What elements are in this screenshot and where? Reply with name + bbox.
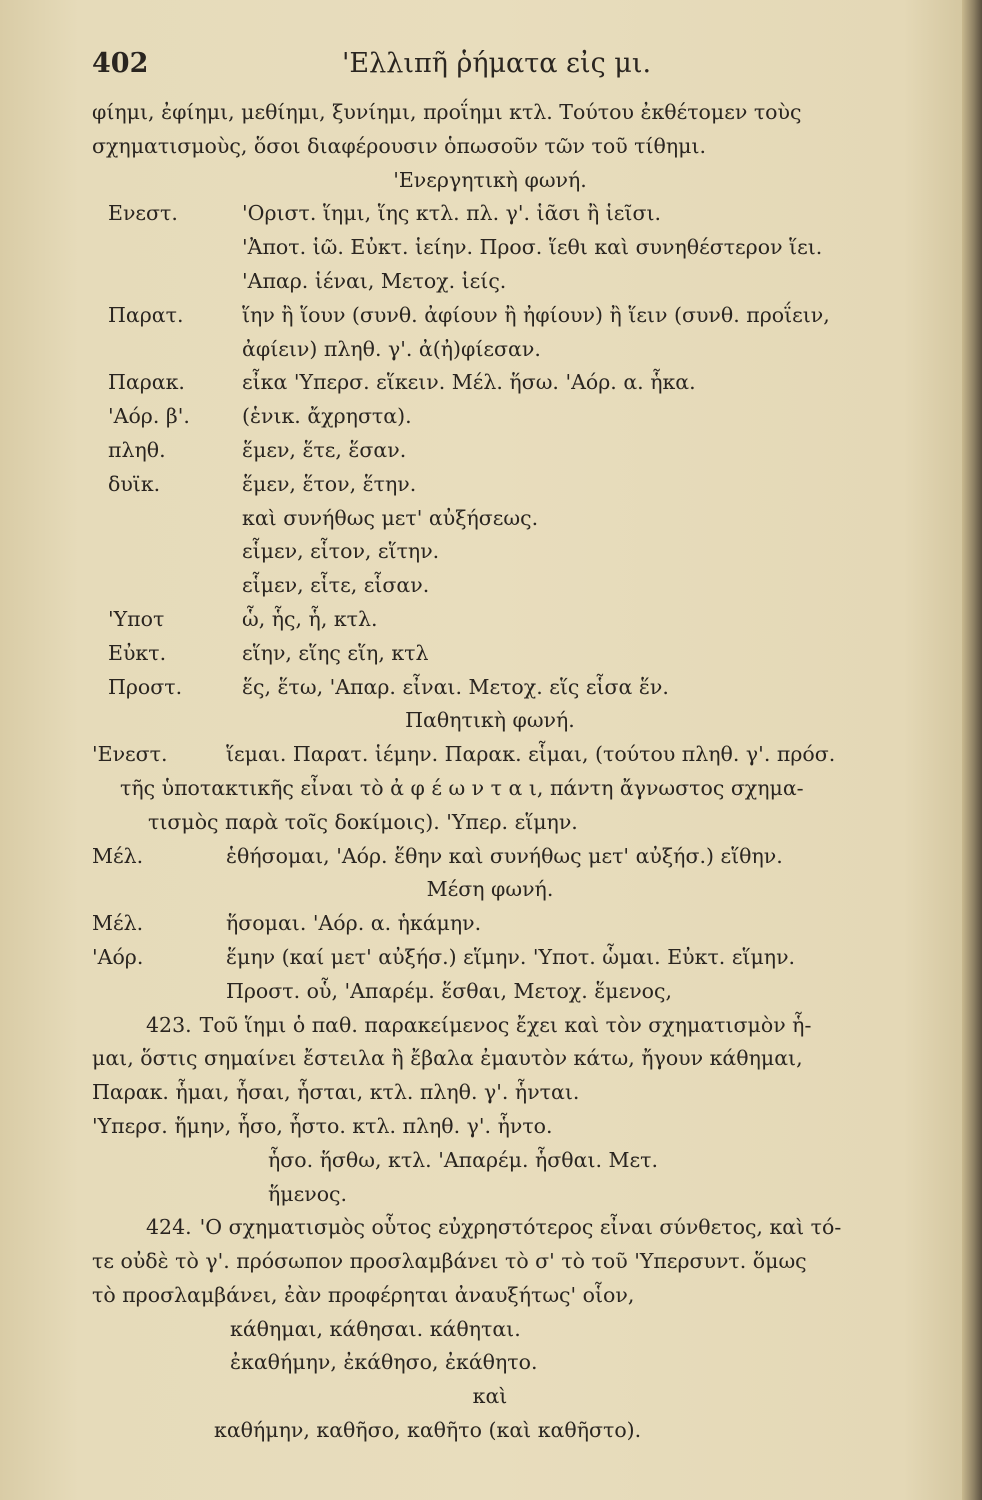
text-line: [0, 130, 962, 164]
text-line: [0, 265, 962, 299]
line-label: Εὐκτ.: [108, 640, 167, 665]
line-label: 'Υποτ: [108, 606, 165, 631]
text-line: [0, 299, 962, 333]
text-line: [0, 333, 962, 367]
text-line: [0, 671, 962, 705]
line-label: πληθ.: [108, 437, 166, 462]
text-line: [0, 738, 962, 772]
line-label: 'Ενεστ.: [92, 742, 168, 767]
text-line: [0, 941, 962, 975]
line-text: τῆς ὑποτακτικῆς εἶναι τὸ ἀ φ έ ω ν τ α ι, πάντη ἄγνωστος σχημα-: [120, 775, 804, 800]
page-header: [92, 44, 892, 94]
text-line: [0, 907, 962, 941]
text-line: [0, 569, 962, 603]
section-heading: 'Ενεργητικὴ φωνή.: [393, 167, 587, 192]
text-line: [0, 96, 962, 130]
line-text: εἷμεν, εἷτε, εἷσαν.: [242, 573, 430, 598]
text-line: [0, 366, 962, 400]
text-line: [0, 873, 962, 907]
line-text: 'Οριστ. ἵημι, ἵης κτλ. πλ. γ'. ἱᾶσι ἢ ἱεῖσι.: [242, 201, 661, 226]
line-text: (ἑνικ. ἄχρηστα).: [242, 404, 412, 429]
text-line: [0, 434, 962, 468]
line-text: ἕμην (καί μετ' αὐξήσ.) εἵμην. 'Υποτ. ὧμαι. Εὐκτ. εἵμην.: [226, 944, 796, 969]
text-line: [0, 535, 962, 569]
line-text: καθήμην, καθῆσο, καθῆτο (καὶ καθῆστο).: [214, 1418, 642, 1443]
text-line: [0, 231, 962, 265]
line-label: 'Αόρ. β'.: [108, 404, 190, 429]
text-line: [0, 806, 962, 840]
text-line: [0, 975, 962, 1009]
line-text: 'Απαρ. ἱέναι, Μετοχ. ἱείς.: [242, 268, 507, 293]
text-line: [0, 164, 962, 198]
text-line: [0, 1414, 962, 1448]
line-text: ἕς, ἕτω, 'Απαρ. εἶναι. Μετοχ. εἵς εἷσα ἕν.: [242, 674, 669, 699]
line-text: ἀφίειν) πληθ. γ'. ἀ(ἠ)φίεσαν.: [242, 336, 541, 361]
text-line: [0, 603, 962, 637]
text-line: [0, 1009, 962, 1043]
line-text: ὧ, ἧς, ἧ, κτλ.: [242, 606, 378, 631]
paragraph-number: 424.: [146, 1215, 192, 1240]
text-line: [0, 1279, 962, 1313]
text-line: [0, 502, 962, 536]
line-text: τισμὸς παρὰ τοῖς δοκίμοις). 'Υπερ. εἵμην.: [148, 809, 578, 834]
line-label: Παρακ.: [108, 370, 185, 395]
line-label: Μέλ.: [92, 911, 144, 936]
text-line: [0, 1042, 962, 1076]
line-label: Ενεστ.: [108, 201, 178, 226]
line-text: 'Ο σχηματισμὸς οὗτος εὐχρηστότερος εἶναι σύνθετος, καὶ τό-: [199, 1215, 842, 1240]
text-line: [0, 1380, 962, 1414]
line-text: μαι, ὅστις σημαίνει ἔστειλα ἢ ἔβαλα ἐμαυτὸν κάτω, ἤγουν κάθημαι,: [92, 1046, 803, 1071]
line-label: Μέλ.: [92, 843, 144, 868]
line-text: καὶ συνήθως μετ' αὐξήσεως.: [242, 505, 539, 530]
text-line: [0, 1110, 962, 1144]
running-title: 'Ελλιπῆ ῥήματα εἰς μι.: [342, 48, 652, 79]
text-line: [0, 1076, 962, 1110]
line-label: δυϊκ.: [108, 471, 161, 496]
line-text: ἵην ἢ ἵουν (συνθ. ἀφίουν ἢ ἠφίουν) ἢ ἵειν (συνθ. προΐειν,: [242, 302, 830, 327]
line-text: ἕμεν, ἕτον, ἕτην.: [242, 471, 417, 496]
text-line: [0, 1346, 962, 1380]
text-line: [0, 1178, 962, 1212]
page-number: 402: [92, 48, 149, 79]
text-line: [0, 840, 962, 874]
text-line: [0, 1144, 962, 1178]
line-text: καὶ: [472, 1384, 508, 1409]
line-text: ἐκαθήμην, ἐκάθησο, ἐκάθητο.: [230, 1350, 538, 1375]
text-line: [0, 1245, 962, 1279]
line-text: τε οὐδὲ τὸ γ'. πρόσωπον προσλαμβάνει τὸ σ' τὸ τοῦ 'Υπερσυντ. ὅμως: [92, 1249, 807, 1274]
line-text: τὸ προσλαμβάνει, ἐὰν προφέρηται ἀναυξήτως' οἷον,: [92, 1282, 635, 1307]
section-heading: Παθητικὴ φωνή.: [405, 708, 575, 733]
line-text: εἷμεν, εἷτον, εἵτην.: [242, 539, 440, 564]
line-label: Παρατ.: [108, 302, 184, 327]
line-text: ἥσομαι. 'Αόρ. α. ἡκάμην.: [226, 911, 482, 936]
line-text: φίημι, ἐφίημι, μεθίημι, ξυνίημι, προΐημι κτλ. Τούτου ἐκθέτομεν τοὺς: [92, 100, 802, 124]
line-text: 'Υπερσ. ἥμην, ἧσο, ἧστο. κτλ. πληθ. γ'. ἧντο.: [92, 1113, 553, 1138]
paragraph-start: [146, 1211, 841, 1245]
line-text: Τοῦ ἵημι ὁ παθ. παρακείμενος ἔχει καὶ τὸν σχηματισμὸν ἧ-: [199, 1012, 812, 1037]
page-body: [0, 96, 962, 1448]
line-text: ἥμενος.: [268, 1181, 348, 1206]
line-text: Παρακ. ἧμαι, ἧσαι, ἧσται, κτλ. πληθ. γ'. ἧνται.: [92, 1080, 580, 1105]
line-text: 'Ἀποτ. ἱῶ. Εὐκτ. ἱείην. Προσ. ἵεθι καὶ συνηθέστερον ἵει.: [242, 235, 823, 260]
text-line: [0, 704, 962, 738]
line-text: κάθημαι, κάθησαι. κάθηται.: [230, 1316, 521, 1341]
line-label: Προστ.: [108, 674, 183, 699]
line-text: εἵην, εἵης εἵη, κτλ: [242, 640, 429, 665]
line-label: 'Αόρ.: [92, 944, 144, 969]
text-line: [0, 1313, 962, 1347]
line-text: Προστ. οὗ, 'Απαρέμ. ἕσθαι, Μετοχ. ἕμενος,: [226, 978, 673, 1003]
text-line: [0, 1211, 962, 1245]
text-line: [0, 197, 962, 231]
line-text: ἧσο. ἥσθω, κτλ. 'Απαρέμ. ἧσθαι. Μετ.: [268, 1147, 658, 1172]
paragraph-start: [146, 1009, 811, 1043]
section-heading: Μέση φωνή.: [426, 877, 554, 902]
line-text: σχηματισμοὺς, ὅσοι διαφέρουσιν ὁπωσοῦν τῶν τοῦ τίθημι.: [92, 133, 707, 158]
line-text: ἑθήσομαι, 'Αόρ. ἕθην καὶ συνήθως μετ' αὐξήσ.) εἵθην.: [226, 843, 783, 868]
text-line: [0, 400, 962, 434]
text-line: [0, 637, 962, 671]
text-line: [0, 772, 962, 806]
line-text: εἶκα 'Υπερσ. εἵκειν. Μέλ. ἥσω. 'Αόρ. α. ἧκα.: [242, 370, 696, 395]
line-text: ἵεμαι. Παρατ. ἱέμην. Παρακ. εἷμαι, (τούτου πληθ. γ'. πρόσ.: [226, 742, 836, 767]
line-text: ἕμεν, ἕτε, ἕσαν.: [242, 437, 407, 462]
book-spine-shadow: [962, 0, 982, 1500]
text-line: [0, 468, 962, 502]
paragraph-number: 423.: [146, 1012, 192, 1037]
